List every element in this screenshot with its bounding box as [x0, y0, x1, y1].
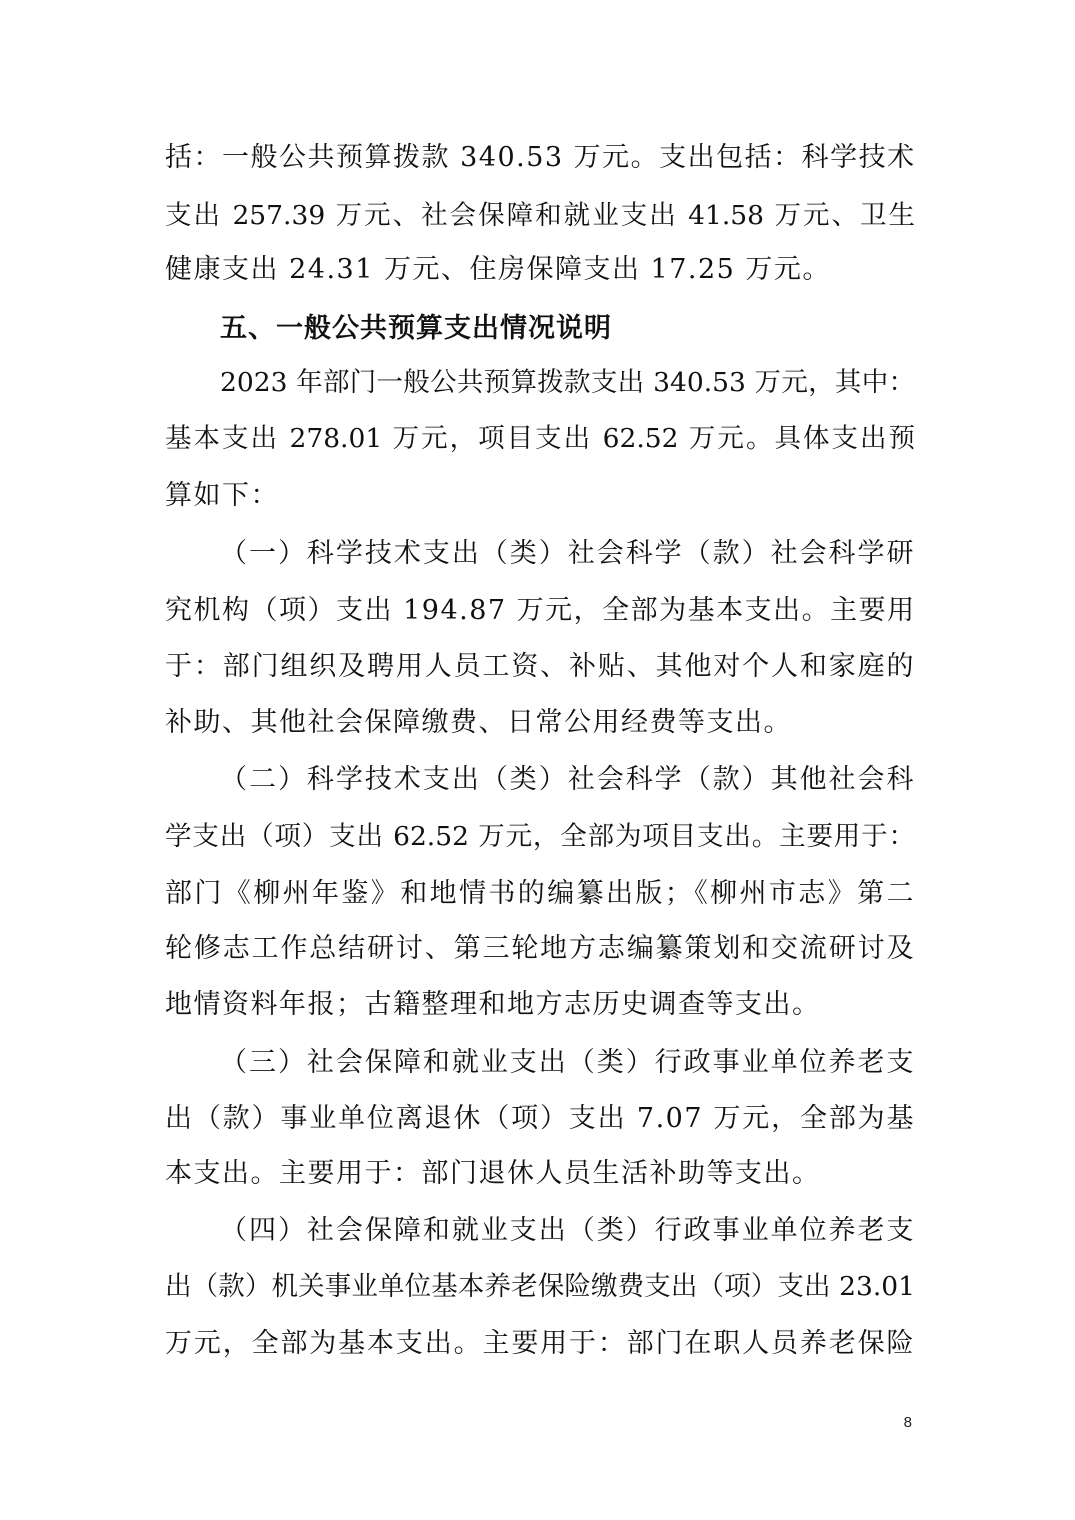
body-text-line: 基本支出 278.01 万元，项目支出 62.52 万元。具体支出预: [165, 423, 915, 454]
body-text-line: 健康支出 24.31 万元、住房保障支出 17.25 万元。: [165, 254, 831, 285]
body-text-line: 学支出（项）支出 62.52 万元，全部为项目支出。主要用于：: [165, 821, 915, 852]
body-text-line: 补助、其他社会保障缴费、日常公用经费等支出。: [165, 707, 792, 738]
body-text-line: 轮修志工作总结研讨、第三轮地方志编纂策划和交流研讨及: [165, 933, 915, 964]
body-text-line: 本支出。主要用于：部门退休人员生活补助等支出。: [165, 1158, 821, 1189]
body-text-line: 于：部门组织及聘用人员工资、补贴、其他对个人和家庭的: [165, 651, 915, 682]
body-text-line: 地情资料年报；古籍整理和地方志历史调查等支出。: [165, 989, 821, 1020]
section-heading: 五、一般公共预算支出情况说明: [220, 313, 612, 344]
body-text-line: （二）科学技术支出（类）社会科学（款）其他社会科: [220, 764, 915, 795]
body-text-line: （一）科学技术支出（类）社会科学（款）社会科学研: [220, 538, 915, 569]
body-text-line: 究机构（项）支出 194.87 万元，全部为基本支出。主要用: [165, 595, 916, 626]
body-text-line: （三）社会保障和就业支出（类）行政事业单位养老支: [220, 1047, 915, 1078]
body-text-line: 出（款）机关事业单位基本养老保险缴费支出（项）支出 23.01: [165, 1271, 915, 1302]
body-text-line: 算如下：: [165, 480, 279, 511]
body-text-line: （四）社会保障和就业支出（类）行政事业单位养老支: [220, 1215, 915, 1246]
body-text-line: 部门《柳州年鉴》和地情书的编纂出版；《柳州市志》第二: [165, 878, 915, 909]
body-text-line: 括：一般公共预算拨款 340.53 万元。支出包括：科学技术: [165, 142, 916, 173]
body-text-line: 万元，全部为基本支出。主要用于：部门在职人员养老保险: [165, 1328, 915, 1359]
body-text-line: 2023 年部门一般公共预算拨款支出 340.53 万元，其中：: [220, 367, 915, 398]
body-text-line: 支出 257.39 万元、社会保障和就业支出 41.58 万元、卫生: [165, 200, 915, 231]
body-text-line: 出（款）事业单位离退休（项）支出 7.07 万元，全部为基: [165, 1103, 915, 1134]
page-number: 8: [903, 1414, 912, 1431]
